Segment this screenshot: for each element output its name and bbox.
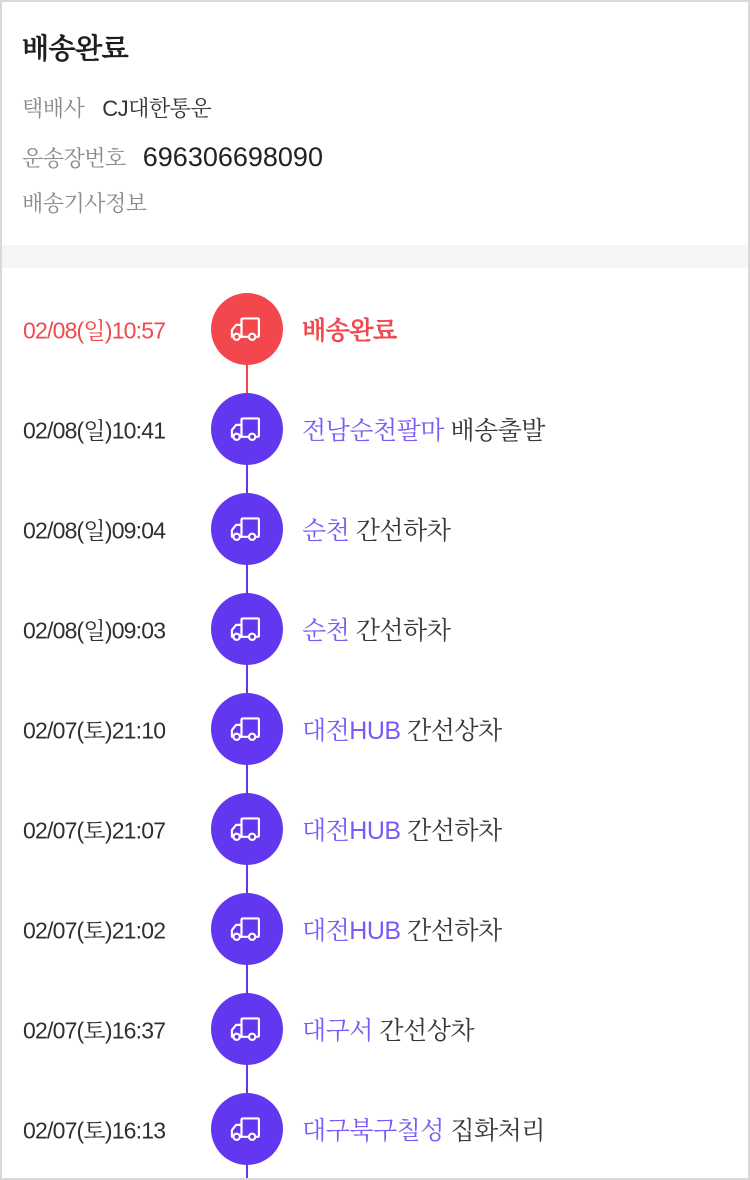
- section-divider: [2, 245, 748, 268]
- event-location: 순천: [302, 517, 350, 545]
- event-status: [302, 811, 502, 847]
- event-marker: [211, 693, 283, 765]
- event-status: [302, 411, 545, 447]
- truck-icon: [225, 307, 269, 351]
- event-marker: [211, 293, 283, 365]
- event-location: 대구북구칠성: [302, 1117, 444, 1145]
- timeline-event-row: [2, 279, 748, 379]
- timeline-event-row: [2, 379, 748, 479]
- event-status: [302, 1111, 545, 1147]
- truck-icon: [225, 807, 269, 851]
- tracking-number-label: 운송장번호: [22, 146, 126, 171]
- event-action: 간선상차: [372, 1017, 474, 1045]
- event-action: 간선하차: [349, 517, 451, 545]
- timeline-event-row: [2, 879, 748, 979]
- event-marker: [211, 1093, 283, 1165]
- truck-icon: [225, 1107, 269, 1151]
- event-location: 대전HUB: [302, 817, 401, 845]
- event-datetime: 02/08(일)10:41: [23, 417, 166, 444]
- delivery-status-title: 배송완료: [22, 33, 129, 64]
- truck-icon: [225, 907, 269, 951]
- event-location: 대전HUB: [302, 717, 401, 745]
- courier-value: CJ대한통운: [102, 96, 212, 121]
- event-datetime: 02/08(일)09:04: [23, 517, 166, 544]
- event-status: [302, 311, 397, 347]
- event-status: [302, 511, 450, 547]
- tracking-number-value: 696306698090: [142, 142, 323, 172]
- timeline-event-row: [2, 579, 748, 679]
- event-marker: [211, 893, 283, 965]
- event-action: 집화처리: [443, 1117, 545, 1145]
- event-datetime: 02/07(토)21:10: [23, 717, 166, 744]
- tracking-timeline: [2, 268, 748, 1180]
- timeline-event-row: [2, 479, 748, 579]
- timeline-event-row: [2, 779, 748, 879]
- event-datetime: 02/08(일)10:57: [23, 317, 166, 344]
- timeline-event-row: [2, 979, 748, 1079]
- event-action: 간선하차: [349, 617, 451, 645]
- event-location: 대구서: [302, 1017, 373, 1045]
- event-marker: [211, 793, 283, 865]
- event-action: 간선하차: [400, 817, 502, 845]
- truck-icon: [225, 707, 269, 751]
- event-datetime: 02/08(일)09:03: [23, 617, 166, 644]
- event-status: [302, 711, 502, 747]
- event-location: 순천: [302, 617, 350, 645]
- tracking-number-row: [22, 142, 728, 173]
- event-datetime: 02/07(토)21:07: [23, 817, 166, 844]
- driver-info-link[interactable]: [22, 191, 728, 217]
- truck-icon: [225, 407, 269, 451]
- event-datetime: 02/07(토)16:13: [23, 1117, 166, 1144]
- timeline-event-row: [2, 1079, 748, 1179]
- event-marker: [211, 393, 283, 465]
- event-datetime: 02/07(토)16:37: [23, 1017, 166, 1044]
- courier-row: [22, 92, 728, 123]
- event-marker: [211, 593, 283, 665]
- event-action: 배송완료: [302, 317, 397, 345]
- event-status: [302, 611, 450, 647]
- truck-icon: [225, 607, 269, 651]
- courier-label: 택배사: [22, 96, 85, 121]
- event-action: 배송출발: [443, 417, 545, 445]
- timeline-event-row: [2, 679, 748, 779]
- driver-info-label: 배송기사정보: [22, 191, 147, 216]
- event-action: 간선상차: [400, 717, 502, 745]
- tracking-header: [2, 34, 748, 217]
- truck-icon: [225, 507, 269, 551]
- truck-icon: [225, 1007, 269, 1051]
- event-datetime: 02/07(토)21:02: [23, 917, 166, 944]
- event-status: [302, 911, 502, 947]
- event-status: [302, 1011, 474, 1047]
- event-location: 전남순천팔마: [302, 417, 444, 445]
- event-action: 간선하차: [400, 917, 502, 945]
- event-marker: [211, 993, 283, 1065]
- event-marker: [211, 493, 283, 565]
- event-location: 대전HUB: [302, 917, 401, 945]
